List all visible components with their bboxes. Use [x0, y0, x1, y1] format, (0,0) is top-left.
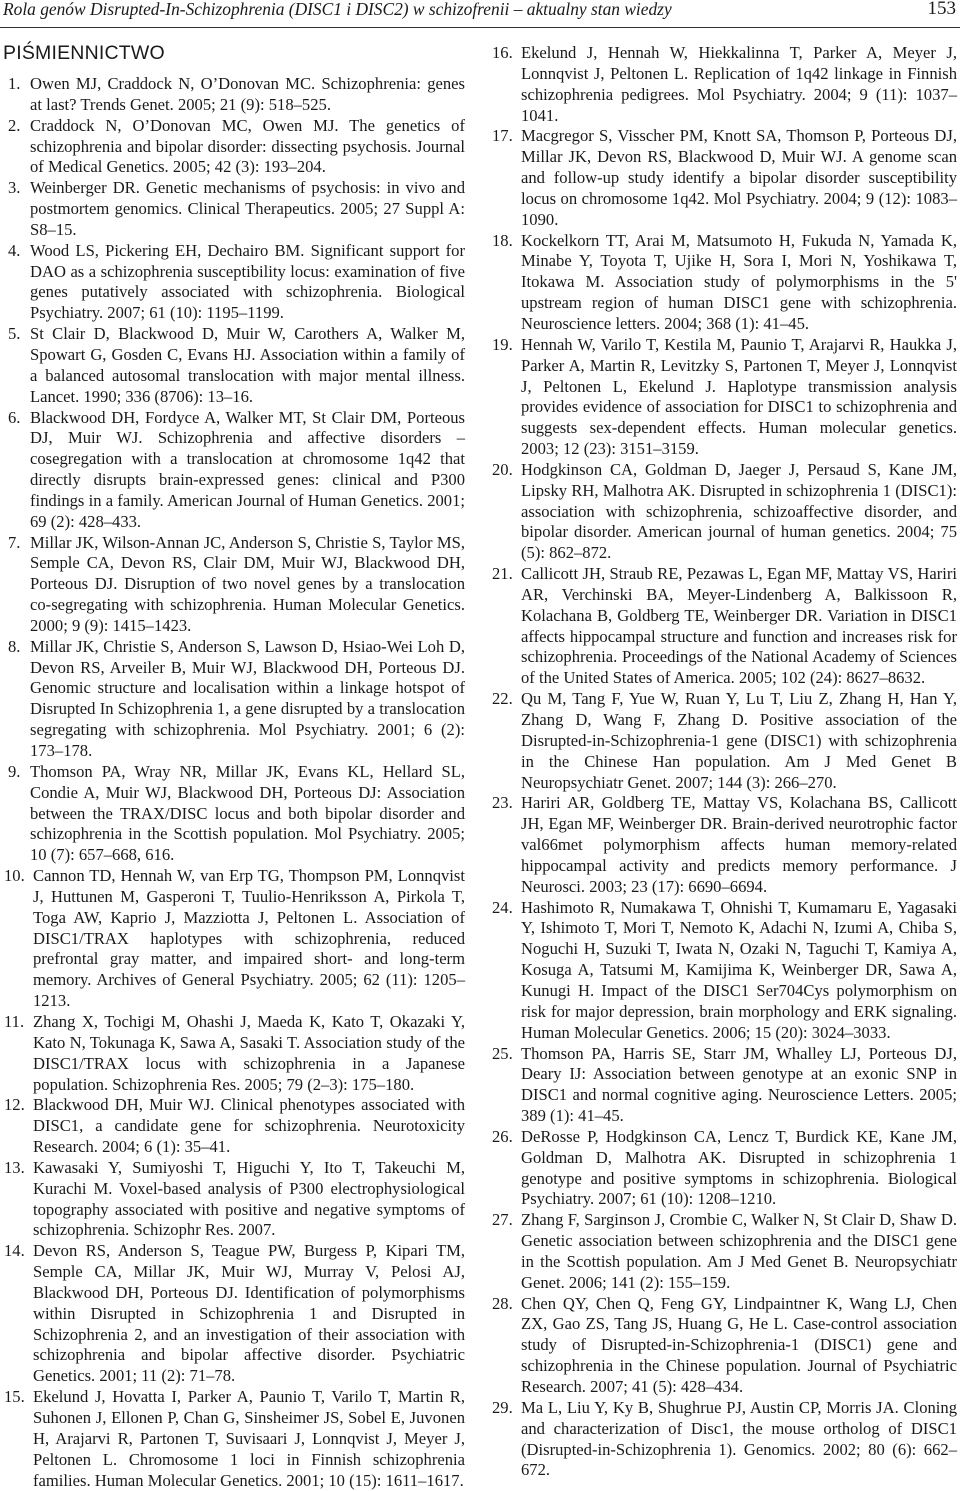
section-title: PIŚMIENNICTWO	[3, 42, 165, 64]
page-number: 153	[927, 0, 956, 19]
reference-number: 10.	[4, 866, 25, 886]
reference-number: 28.	[492, 1293, 513, 1313]
reference-number: 3.	[8, 178, 21, 198]
reference-number: 25.	[492, 1043, 513, 1063]
reference-item	[491, 126, 957, 230]
reference-item	[491, 689, 957, 793]
reference-item	[3, 116, 465, 179]
reference-number: 8.	[8, 636, 21, 656]
reference-number: 16.	[492, 43, 513, 62]
reference-item	[491, 898, 957, 1044]
reference-text: Wood LS, Pickering EH, Dechairo BM. Significant support for DAO as a schizophrenia susceptibility locus: examination of five genes putatively associated with schizophrenia. Biological Psychiatry. 2007; 61 (10): 1195–1199.	[30, 240, 465, 323]
reference-number: 15.	[4, 1387, 25, 1407]
reference-number: 23.	[492, 793, 513, 813]
reference-item	[3, 1387, 465, 1491]
reference-number: 14.	[4, 1241, 25, 1261]
reference-text: Ekelund J, Hennah W, Hiekkalinna T, Parker A, Meyer J, Lonnqvist J, Peltonen L. Replication of 1q42 linkage in Finnish schizophrenia pedigrees. Mol Psychiatry. 2004; 9 (11): 1037–1041.	[521, 43, 957, 125]
reference-item	[3, 1095, 465, 1158]
page-header	[0, 0, 960, 26]
reference-text: Craddock N, O’Donovan MC, Owen MJ. The genetics of schizophrenia and bipolar disorder: dissecting psychosis. Journal of Medical Genetics. 2005; 42 (3): 193–204.	[30, 115, 465, 177]
reference-text: Owen MJ, Craddock N, O’Donovan MC. Schizophrenia: genes at last? Trends Genet. 2005; 21 (9): 518–525.	[30, 74, 465, 114]
reference-item	[3, 637, 465, 762]
reference-text: Hariri AR, Goldberg TE, Mattay VS, Kolachana BS, Callicott JH, Egan MF, Weinberger DR. Brain-derived neurotrophic factor val66met polymorphism affects human memory-related hippocampal activity and predicts memory performance. J Neurosci. 2003; 23 (17): 6690–6694.	[521, 793, 957, 896]
reference-item	[491, 1044, 957, 1127]
reference-text: DeRosse P, Hodgkinson CA, Lencz T, Burdick KE, Kane JM, Goldman D, Malhotra AK. Disrupted in schizophrenia 1 genotype and positive symptoms in schizophrenia. Biological Psychiatry. 2007; 61 (10): 1208–1210.	[521, 1126, 957, 1209]
reference-text: Millar JK, Christie S, Anderson S, Lawson D, Hsiao-Wei Loh D, Devon RS, Arveiler B, Muir WJ, Blackwood DH, Porteous DJ. Genomic structure and localisation within a linkage hotspot of Disrupted In Schizophrenia 1, a gene disrupted by a translocation segregating with schizophrenia. Mol Psychiatry. 2001; 6 (2): 173–178.	[30, 636, 465, 760]
reference-list-right	[491, 43, 957, 1481]
right-column	[491, 43, 957, 1481]
reference-text: Cannon TD, Hennah W, van Erp TG, Thompson PM, Lonnqvist J, Huttunen M, Gasperoni T, Tuulio-Henriksson A, Pirkola T, Toga AW, Kaprio J, Mazziotta J, Peltonen L. Association of DISC1/TRAX haplotypes with schizophrenia, reduced prefrontal gray matter, and impaired short- and long-term memory. Archives of General Psychiatry. 2005; 62 (11): 1205–1213.	[33, 866, 465, 1011]
reference-text: Blackwood DH, Muir WJ. Clinical phenotypes associated with DISC1, a candidate gene for schizophrenia. Neurotoxicity Research. 2004; 6 (1): 35–41.	[33, 1095, 465, 1157]
reference-number: 1.	[8, 74, 21, 93]
reference-number: 17.	[492, 126, 513, 146]
reference-list-left	[3, 74, 465, 1491]
reference-number: 4.	[8, 240, 21, 260]
reference-number: 2.	[8, 115, 21, 135]
reference-text: Blackwood DH, Fordyce A, Walker MT, St Clair DM, Porteous DJ, Muir WJ. Schizophrenia and affective disorders – cosegregation with a translocation at chromosome 1q42 that directly disrupts brain-expressed genes: clinical and P300 findings in a family. American Journal of Human Genetics. 2001; 69 (2): 428–433.	[30, 407, 465, 531]
reference-number: 24.	[492, 897, 513, 917]
running-head: Rola genów Disrupted-In-Schizophrenia (DISC1 i DISC2) w schizofrenii – aktualny stan wiedzy	[3, 0, 672, 19]
reference-number: 5.	[8, 324, 21, 344]
reference-item	[3, 408, 465, 533]
reference-text: Ma L, Liu Y, Ky B, Shughrue PJ, Austin CP, Morris JA. Cloning and characterization of Disc1, the mouse ortholog of DISC1 (Disrupted-in-Schizophrenia 1). Genomics. 2002; 80 (6): 662–672.	[521, 1397, 957, 1480]
reference-number: 26.	[492, 1126, 513, 1146]
reference-item	[491, 1210, 957, 1293]
reference-item	[491, 231, 957, 335]
reference-item	[3, 1158, 465, 1241]
reference-text: Macgregor S, Visscher PM, Knott SA, Thomson P, Porteous DJ, Millar JK, Devon RS, Blackwood D, Muir WJ. A genome scan and follow-up study identify a bipolar disorder susceptibility locus on chromosome 1q42. Mol Psychiatry. 2004; 9 (12): 1083–1090.	[521, 126, 957, 229]
reference-number: 19.	[492, 334, 513, 354]
reference-item	[3, 74, 465, 116]
reference-item	[3, 866, 465, 1012]
reference-text: Thomson PA, Wray NR, Millar JK, Evans KL, Hellard SL, Condie A, Muir WJ, Blackwood DH, Porteous DJ: Association between the TRAX/DISC locus and both bipolar disorder and schizophrenia in the Scottish population. Mol Psychiatry. 2005; 10 (7): 657–668, 616.	[30, 761, 465, 865]
reference-text: Kockelkorn TT, Arai M, Matsumoto H, Fukuda N, Yamada K, Minabe Y, Toyota T, Ujike H, Sora I, Mori N, Yoshikawa T, Itokawa M. Association study of polymorphisms in the 5' upstream region of human DISC1 gene with schizophrenia. Neuroscience letters. 2004; 368 (1): 41–45.	[521, 230, 957, 333]
reference-number: 20.	[492, 459, 513, 479]
reference-item	[3, 1012, 465, 1095]
reference-number: 7.	[8, 532, 21, 552]
reference-item	[3, 324, 465, 407]
reference-text: St Clair D, Blackwood D, Muir W, Carothers A, Walker M, Spowart G, Gosden C, Evans HJ. Association within a family of a balanced autosomal translocation with major mental illness. Lancet. 1990; 336 (8706): 13–16.	[30, 324, 465, 406]
reference-item	[3, 241, 465, 324]
reference-text: Weinberger DR. Genetic mechanisms of psychosis: in vivo and postmortem genomics. Clinical Therapeutics. 2005; 27 Suppl A: S8–15.	[30, 178, 465, 239]
reference-item	[3, 762, 465, 866]
reference-number: 11.	[4, 1011, 25, 1031]
reference-item	[3, 533, 465, 637]
reference-number: 21.	[492, 564, 513, 584]
reference-item	[491, 1398, 957, 1481]
reference-item	[491, 1294, 957, 1398]
reference-item	[491, 793, 957, 897]
reference-number: 29.	[492, 1397, 513, 1417]
reference-text: Callicott JH, Straub RE, Pezawas L, Egan MF, Mattay VS, Hariri AR, Verchinski BA, Meyer-Lindenberg A, Balkissoon R, Kolachana B, Goldberg TE, Weinberger DR. Variation in DISC1 affects hippocampal structure and function and increases risk for schizophrenia. Proceedings of the National Academy of Sciences of the United States of America. 2005; 102 (24): 8627–8632.	[521, 564, 957, 688]
reference-text: Hashimoto R, Numakawa T, Ohnishi T, Kumamaru E, Yagasaki Y, Ishimoto T, Mori T, Nemoto K, Adachi N, Izumi A, Chiba S, Noguchi H, Suzuki T, Iwata N, Ozaki N, Taguchi T, Kamiya A, Kosuga A, Tatsumi M, Kamijima K, Weinberger DR, Sawa A, Kunugi H. Impact of the DISC1 Ser704Cys polymorphism on risk for major depression, brain morphology and ERK signaling. Human Molecular Genetics. 2006; 15 (20): 3024–3033.	[521, 897, 957, 1042]
reference-text: Hodgkinson CA, Goldman D, Jaeger J, Persaud S, Kane JM, Lipsky RH, Malhotra AK. Disrupted in schizophrenia 1 (DISC1): association with schizophrenia, schizoaffective disorder, and bipolar disorder. American journal of human genetics. 2004; 75 (5): 862–872.	[521, 459, 957, 563]
reference-text: Kawasaki Y, Sumiyoshi T, Higuchi Y, Ito T, Takeuchi M, Kurachi M. Voxel-based analysis of P300 electrophysiological topography associated with positive and negative symptoms of schizophrenia. Schizophr Res. 2007.	[33, 1157, 465, 1240]
reference-item	[491, 43, 957, 126]
reference-number: 27.	[492, 1210, 513, 1230]
reference-text: Chen QY, Chen Q, Feng GY, Lindpaintner K, Wang LJ, Chen ZX, Gao ZS, Tang JS, Huang G, He L. Case-control association study of Disrupted-in-Schizophrenia-1 (DISC1) gene and schizophrenia in the Chinese population. Journal of Psychiatric Research. 2007; 41 (5): 428–434.	[521, 1293, 957, 1396]
reference-item	[3, 178, 465, 241]
reference-number: 6.	[8, 407, 21, 427]
reference-text: Devon RS, Anderson S, Teague PW, Burgess P, Kipari TM, Semple CA, Millar JK, Muir WJ, Murray V, Pelosi AJ, Blackwood DH, Porteous DJ. Identification of polymorphisms within Disrupted in Schizophrenia 1 and Disrupted in Schizophrenia 2, and an investigation of their association with schizophrenia and bipolar affective disorder. Psychiatric Genetics. 2001; 11 (2): 71–78.	[33, 1241, 465, 1386]
reference-item	[491, 1127, 957, 1210]
reference-text: Qu M, Tang F, Yue W, Ruan Y, Lu T, Liu Z, Zhang H, Han Y, Zhang D, Wang F, Zhang D. Positive association of the Disrupted-in-Schizophrenia-1 gene (DISC1) with schizophrenia in the Chinese Han population. Am J Med Genet B Neuropsychiatr Genet. 2007; 144 (3): 266–270.	[521, 689, 957, 792]
reference-item	[491, 460, 957, 564]
reference-text: Ekelund J, Hovatta I, Parker A, Paunio T, Varilo T, Martin R, Suhonen J, Ellonen P, Chan G, Sinsheimer JS, Sobel E, Juvonen H, Arajarvi R, Partonen T, Suvisaari J, Lonnqvist J, Meyer J, Peltonen L. Chromosome 1 loci in Finnish schizophrenia families. Human Molecular Genetics. 2001; 10 (15): 1611–1617.	[33, 1387, 465, 1490]
reference-item	[491, 335, 957, 460]
reference-text: Millar JK, Wilson-Annan JC, Anderson S, Christie S, Taylor MS, Semple CA, Devon RS, Clair DM, Muir WJ, Blackwood DH, Porteous DJ. Disruption of two novel genes by a translocation co-segregating with schizophrenia. Human Molecular Genetics. 2000; 9 (9): 1415–1423.	[30, 532, 465, 635]
reference-item	[3, 1241, 465, 1387]
left-column	[3, 40, 465, 1491]
reference-text: Zhang F, Sarginson J, Crombie C, Walker N, St Clair D, Shaw D. Genetic association between schizophrenia and the DISC1 gene in the Scottish population. Am J Med Genet B. Neuropsychiatr Genet. 2006; 141 (2): 155–159.	[521, 1210, 957, 1292]
reference-number: 12.	[4, 1095, 25, 1115]
reference-number: 22.	[492, 689, 513, 709]
reference-number: 18.	[492, 230, 513, 250]
reference-text: Zhang X, Tochigi M, Ohashi J, Maeda K, Kato T, Okazaki Y, Kato N, Tokunaga K, Sawa A, Sasaki T. Association study of the DISC1/TRAX locus with schizophrenia in a Japanese population. Schizophrenia Res. 2005; 79 (2–3): 175–180.	[33, 1011, 465, 1094]
reference-text: Hennah W, Varilo T, Kestila M, Paunio T, Arajarvi R, Haukka J, Parker A, Martin R, Levitzky S, Partonen T, Meyer J, Lonnqvist J, Peltonen L, Ekelund J. Haplotype transmission analysis provides evidence of association for DISC1 to schizophrenia and suggests sex-dependent effects. Human molecular genetics. 2003; 12 (23): 3151–3159.	[521, 334, 957, 459]
header-rule	[0, 27, 960, 28]
reference-text: Thomson PA, Harris SE, Starr JM, Whalley LJ, Porteous DJ, Deary IJ: Association between genotype at an exonic SNP in DISC1 and normal cognitive aging. Neuroscience Letters. 2005; 389 (1): 41–45.	[521, 1043, 957, 1126]
reference-number: 9.	[8, 761, 21, 781]
reference-item	[491, 564, 957, 689]
reference-number: 13.	[4, 1157, 25, 1177]
